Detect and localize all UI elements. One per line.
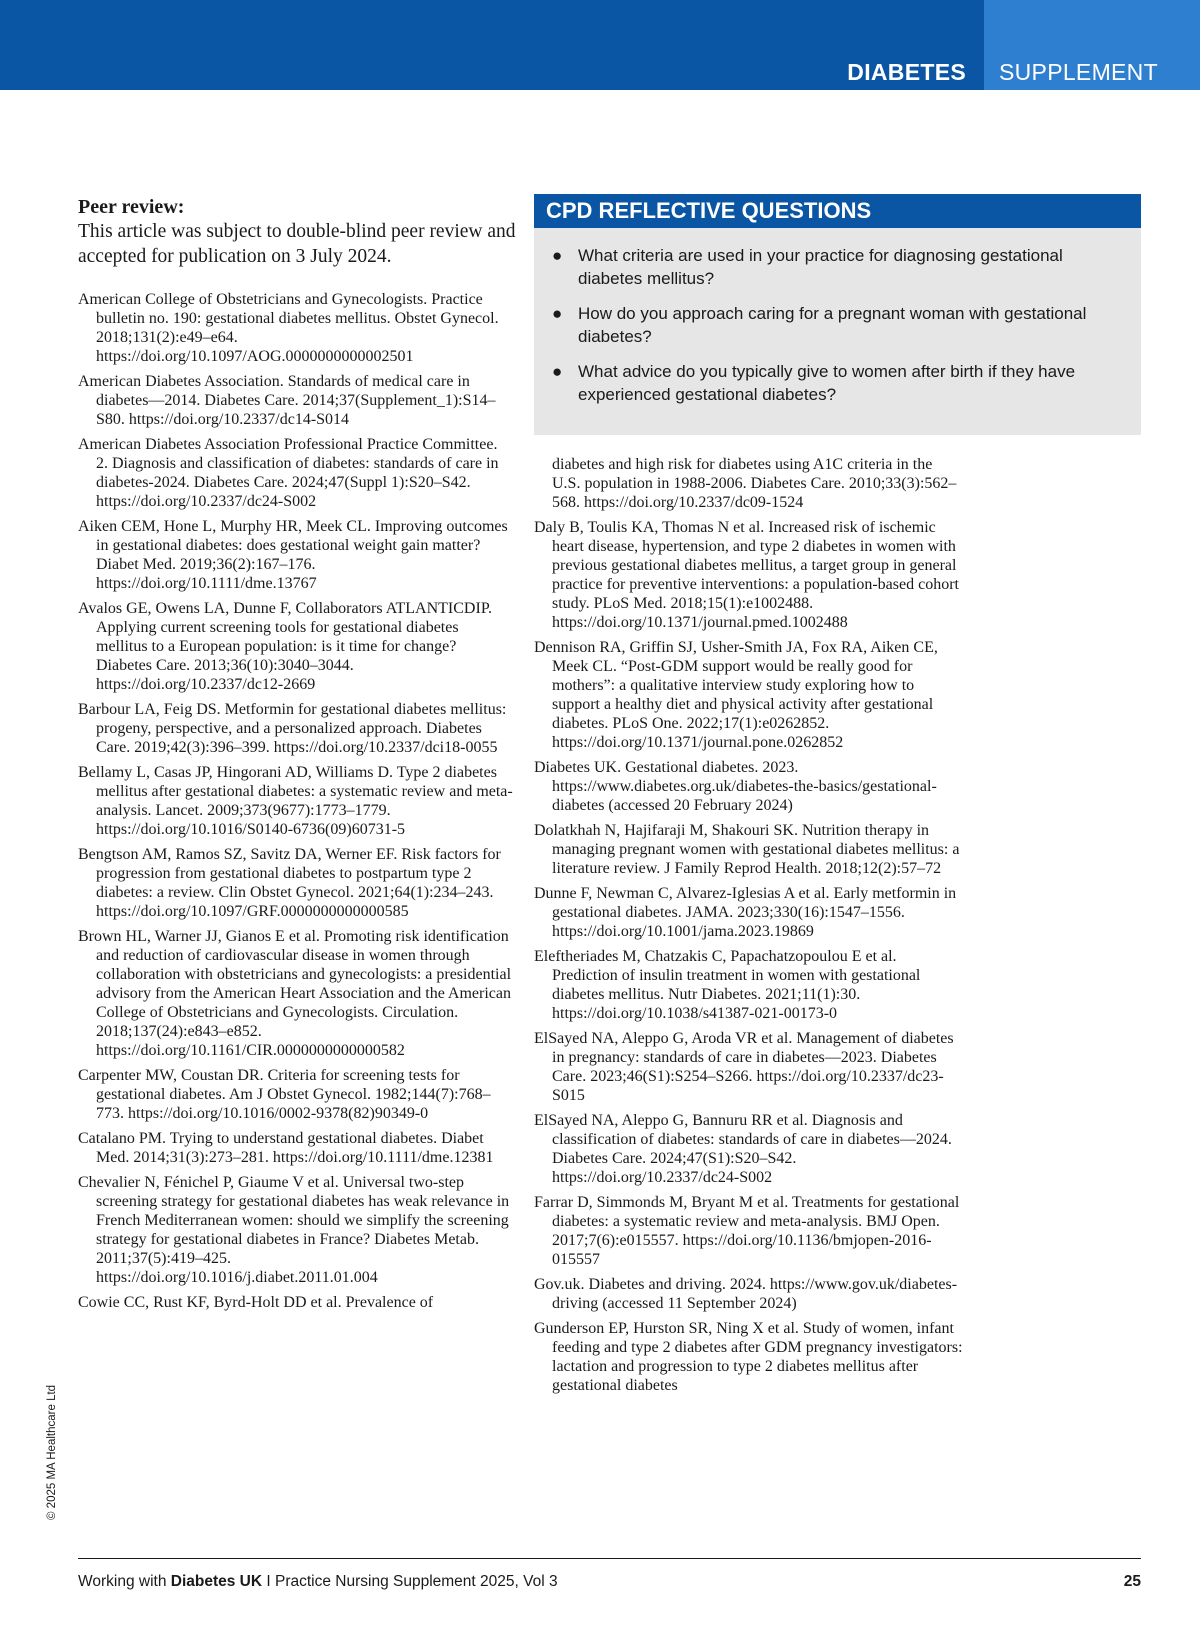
reference-item: Aiken CEM, Hone L, Murphy HR, Meek CL. Improving outcomes in gestational diabetes: does gestational weight gain matter? Diabet Med. 2019;36(2):167–176. https://doi.org/10.1111/dme.13767 xyxy=(78,518,508,592)
header-section-label: DIABETES xyxy=(847,59,966,85)
reference-item: Barbour LA, Feig DS. Metformin for gestational diabetes mellitus: progeny, perspective, and a personalized approach. Diabetes Care. 2019;42(3):396–399. https://doi.org/10.2337/dci18-0055 xyxy=(78,701,507,756)
reference-item: American Diabetes Association Professional Practice Committee. 2. Diagnosis and classification of diabetes: standards of care in diabetes-2024. Diabetes Care. 2024;47(Suppl 1):S20–S42. https://doi.org/10.2337/dc24-S002 xyxy=(78,436,499,510)
reference-item: Carpenter MW, Coustan DR. Criteria for screening tests for gestational diabetes. Am J Obstet Gynecol. 1982;144(7):768–773. https://doi.org/10.1016/0002-9378(82)90349-0 xyxy=(78,1067,491,1122)
footer-prefix: Working with xyxy=(78,1573,171,1590)
reference-item: Dennison RA, Griffin SJ, Usher-Smith JA, Fox RA, Aiken CE, Meek CL. “Post-GDM support would be really good for mothers”: a qualitative interview study exploring how to support a healthy diet and physical activity after gestational diabetes. PLoS One. 2022;17(1):e0262852. https://doi.org/10.1371/journal.pone.0262852 xyxy=(534,639,938,751)
peer-review-text: This article was subject to double-blind peer review and accepted for publication on 3 July 2024. xyxy=(78,221,516,267)
reference-item: Gov.uk. Diabetes and driving. 2024. https://www.gov.uk/diabetes-driving (accessed 11 September 2024) xyxy=(534,1276,958,1312)
bullet-icon: ● xyxy=(552,246,563,265)
peer-review-heading: Peer review: xyxy=(78,196,185,218)
reference-item: ElSayed NA, Aleppo G, Aroda VR et al. Management of diabetes in pregnancy: standards of care in diabetes—2023. Diabetes Care. 2023;46(S1):S254–S266. https://doi.org/10.2337/dc23-S015 xyxy=(534,1030,954,1104)
reference-item: Diabetes UK. Gestational diabetes. 2023. https://www.diabetes.org.uk/diabetes-the-basics/gestational-diabetes (accessed 20 February 2024) xyxy=(534,759,937,814)
reference-item: American College of Obstetricians and Gynecologists. Practice bulletin no. 190: gestational diabetes mellitus. Obstet Gynecol. 2018;131(2):e49–e64. https://doi.org/10.1097/AOG.0000000000002501 xyxy=(78,291,499,365)
cpd-question-item xyxy=(548,302,1121,348)
reference-item: Dunne F, Newman C, Alvarez-Iglesias A et al. Early metformin in gestational diabetes. JAMA. 2023;330(16):1547–1556. https://doi.org/10.1001/jama.2023.19869 xyxy=(534,885,957,940)
footer-suffix: I Practice Nursing Supplement 2025, Vol 3 xyxy=(262,1573,558,1590)
reference-item: Chevalier N, Fénichel P, Giaume V et al. Universal two-step screening strategy for gestational diabetes has weak relevance in French Mediterranean women: should we simplify the screening strategy for gestational diabetes in France? Diabetes Metab. 2011;37(5):419–425. https://doi.org/10.1016/j.diabet.2011.01.004 xyxy=(78,1174,510,1286)
reference-item: Avalos GE, Owens LA, Dunne F, Collaborators ATLANTICDIP. Applying current screening tools for gestational diabetes mellitus to a European population: is it time for change? Diabetes Care. 2013;36(10):3040–3044. https://doi.org/10.2337/dc12-2669 xyxy=(78,600,492,693)
reference-item: Daly B, Toulis KA, Thomas N et al. Increased risk of ischemic heart disease, hypertension, and type 2 diabetes in women with previous gestational diabetes mellitus, a target group in general practice for preventive interventions: a population-based cohort study. PLoS Med. 2018;15(1):e1002488. https://doi.org/10.1371/journal.pmed.1002488 xyxy=(534,519,959,631)
reference-item: ElSayed NA, Aleppo G, Bannuru RR et al. Diagnosis and classification of diabetes: standards of care in diabetes—2024. Diabetes Care. 2024;47(S1):S20–S42. https://doi.org/10.2337/dc24-S002 xyxy=(534,1112,952,1186)
references-right-column xyxy=(534,455,964,1401)
reference-item: Dolatkhah N, Hajifaraji M, Shakouri SK. Nutrition therapy in managing pregnant women with gestational diabetes mellitus: a literature review. J Family Reprod Health. 2018;12(2):57–72 xyxy=(534,822,960,877)
reference-item-continued: diabetes and high risk for diabetes using A1C criteria in the U.S. population in 1988-2006. Diabetes Care. 2010;33(3):562–568. https://doi.org/10.2337/dc09-1524 xyxy=(552,456,957,511)
cpd-question-item xyxy=(548,360,1121,406)
cpd-question-text: What criteria are used in your practice for diagnosing gestational diabetes mellitus? xyxy=(578,246,1063,288)
cpd-box-title: CPD REFLECTIVE QUESTIONS xyxy=(534,194,1141,228)
cpd-reflective-questions-box xyxy=(534,194,1141,435)
cpd-question-text: What advice do you typically give to women after birth if they have experienced gestational diabetes? xyxy=(578,362,1076,404)
reference-item: Farrar D, Simmonds M, Bryant M et al. Treatments for gestational diabetes: a systematic review and meta-analysis. BMJ Open. 2017;7(6):e015557. https://doi.org/10.1136/bmjopen-2016-015557 xyxy=(534,1194,960,1268)
reference-item: Bellamy L, Casas JP, Hingorani AD, Williams D. Type 2 diabetes mellitus after gestational diabetes: a systematic review and meta-analysis. Lancet. 2009;373(9677):1773–1779. https://doi.org/10.1016/S0140-6736(09)60731-5 xyxy=(78,764,513,838)
references-left-column xyxy=(78,290,513,1318)
reference-item: Eleftheriades M, Chatzakis C, Papachatzopoulou E et al. Prediction of insulin treatment in women with gestational diabetes mellitus. Nutr Diabetes. 2021;11(1):30. https://doi.org/10.1038/s41387-021-00173-0 xyxy=(534,948,921,1022)
footer-publication-line xyxy=(78,1573,558,1591)
reference-item: Gunderson EP, Hurston SR, Ning X et al. Study of women, infant feeding and type 2 diabetes after GDM pregnancy investigators: lactation and progression to type 2 diabetes mellitus after gestational diabetes xyxy=(534,1320,963,1394)
reference-item: Bengtson AM, Ramos SZ, Savitz DA, Werner EF. Risk factors for progression from gestational diabetes to postpartum type 2 diabetes: a review. Clin Obstet Gynecol. 2021;64(1):234–243. https://doi.org/10.1097/GRF.0000000000000585 xyxy=(78,846,501,920)
page-number: 25 xyxy=(1123,1573,1141,1590)
footer-brand: Diabetes UK xyxy=(170,1573,263,1590)
cpd-question-item xyxy=(548,244,1121,290)
cpd-question-list xyxy=(534,228,1141,406)
bullet-icon: ● xyxy=(552,362,563,381)
bullet-icon: ● xyxy=(552,304,563,323)
reference-item: American Diabetes Association. Standards of medical care in diabetes—2014. Diabetes Care. 2014;37(Supplement_1):S14–S80. https://doi.org/10.2337/dc14-S014 xyxy=(78,373,496,428)
reference-item: Catalano PM. Trying to understand gestational diabetes. Diabet Med. 2014;31(3):273–281. https://doi.org/10.1111/dme.12381 xyxy=(78,1130,494,1166)
footer-divider xyxy=(78,1558,1141,1559)
reference-item: Cowie CC, Rust KF, Byrd-Holt DD et al. Prevalence of xyxy=(78,1294,434,1311)
copyright-notice: © 2025 MA Healthcare Ltd xyxy=(46,1384,58,1520)
header-supplement-label: SUPPLEMENT xyxy=(999,59,1158,85)
reference-item: Brown HL, Warner JJ, Gianos E et al. Promoting risk identification and reduction of cardiovascular disease in women through collaboration with obstetricians and gynecologists: a presidential advisory from the American Heart Association and the American College of Obstetricians and Gynecologists. Circulation. 2018;137(24):e843–e852. https://doi.org/10.1161/CIR.0000000000000582 xyxy=(78,928,512,1059)
cpd-question-text: How do you approach caring for a pregnant woman with gestational diabetes? xyxy=(578,304,1087,346)
